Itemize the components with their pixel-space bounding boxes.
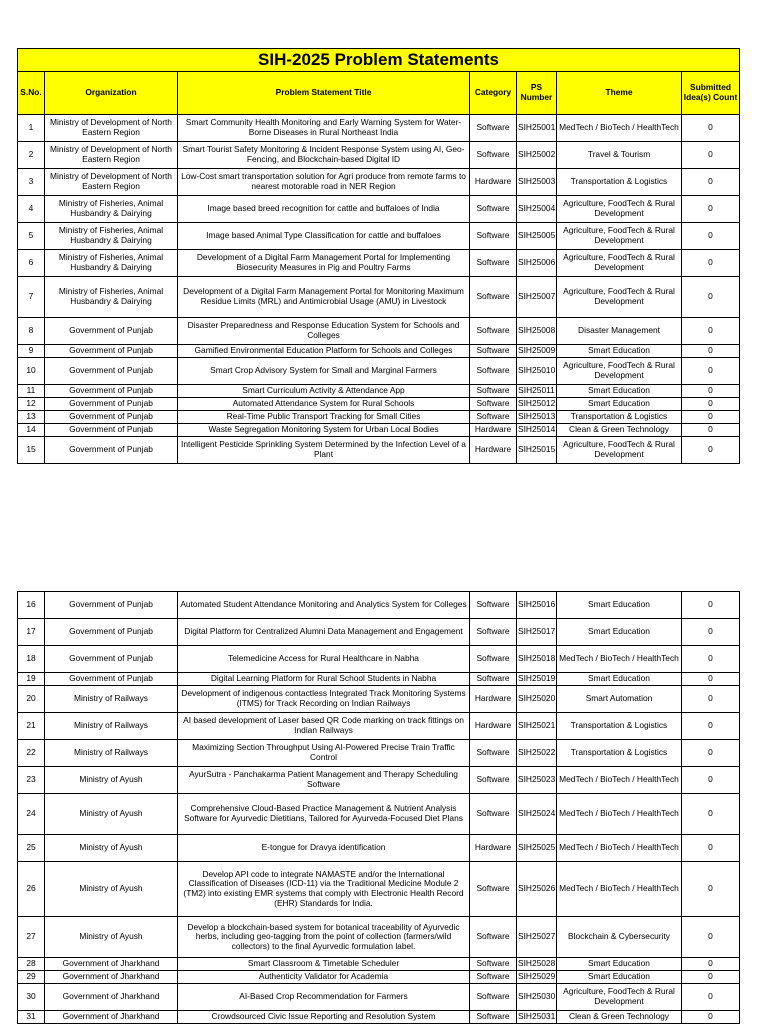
row-count: 0 <box>682 971 740 984</box>
row-sno: 12 <box>18 398 45 411</box>
row-title: Intelligent Pesticide Sprinkling System Determined by the Infection Level of a Plant <box>178 437 470 464</box>
row-title: Smart Classroom & Timetable Scheduler <box>178 958 470 971</box>
row-theme: MedTech / BioTech / HealthTech <box>557 115 682 142</box>
row-ps-number: SIH25021 <box>517 713 557 740</box>
row-title: Smart Community Health Monitoring and Early Warning System for Water-Borne Diseases in Rural Northeast India <box>178 115 470 142</box>
row-category: Software <box>470 740 517 767</box>
row-organization: Government of Punjab <box>45 318 178 345</box>
table-row <box>18 862 740 917</box>
row-ps-number: SIH25016 <box>517 592 557 619</box>
row-title: Comprehensive Cloud-Based Practice Management & Nutrient Analysis Software for Ayurvedic Dietitians, Tailored for Ayurveda-Focused Diet Plans <box>178 794 470 835</box>
header-title: Problem Statement Title <box>178 72 470 115</box>
row-theme: Smart Education <box>557 971 682 984</box>
row-title: Disaster Preparedness and Response Education System for Schools and Colleges <box>178 318 470 345</box>
row-ps-number: SIH25024 <box>517 794 557 835</box>
row-sno: 8 <box>18 318 45 345</box>
header-ps-number: PS Number <box>517 72 557 115</box>
row-organization: Government of Jharkhand <box>45 971 178 984</box>
row-sno: 28 <box>18 958 45 971</box>
row-title: Image based Animal Type Classification for cattle and buffaloes <box>178 223 470 250</box>
row-ps-number: SIH25014 <box>517 424 557 437</box>
row-title: Crowdsourced Civic Issue Reporting and Resolution System <box>178 1011 470 1024</box>
row-category: Software <box>470 619 517 646</box>
row-sno: 20 <box>18 686 45 713</box>
row-title: AI-Based Crop Recommendation for Farmers <box>178 984 470 1011</box>
row-theme: Smart Education <box>557 398 682 411</box>
row-theme: Clean & Green Technology <box>557 424 682 437</box>
row-category: Hardware <box>470 424 517 437</box>
row-theme: Agriculture, FoodTech & Rural Development <box>557 984 682 1011</box>
row-theme: Transportation & Logistics <box>557 713 682 740</box>
table-row <box>18 398 740 411</box>
row-category: Software <box>470 767 517 794</box>
row-count: 0 <box>682 686 740 713</box>
row-sno: 10 <box>18 358 45 385</box>
table-row <box>18 958 740 971</box>
row-category: Software <box>470 794 517 835</box>
row-count: 0 <box>682 411 740 424</box>
row-title: E-tongue for Dravya identification <box>178 835 470 862</box>
row-organization: Government of Punjab <box>45 619 178 646</box>
row-organization: Government of Punjab <box>45 437 178 464</box>
row-organization: Ministry of Fisheries, Animal Husbandry & Dairying <box>45 223 178 250</box>
row-sno: 17 <box>18 619 45 646</box>
table-row <box>18 385 740 398</box>
row-title: Automated Student Attendance Monitoring and Analytics System for Colleges <box>178 592 470 619</box>
row-sno: 26 <box>18 862 45 917</box>
row-theme: MedTech / BioTech / HealthTech <box>557 646 682 673</box>
row-title: Waste Segregation Monitoring System for Urban Local Bodies <box>178 424 470 437</box>
row-organization: Government of Punjab <box>45 673 178 686</box>
row-ps-number: SIH25008 <box>517 318 557 345</box>
row-ps-number: SIH25015 <box>517 437 557 464</box>
row-theme: MedTech / BioTech / HealthTech <box>557 835 682 862</box>
row-title: AI based development of Laser based QR Code marking on track fittings on Indian Railways <box>178 713 470 740</box>
row-count: 0 <box>682 958 740 971</box>
row-category: Software <box>470 411 517 424</box>
row-sno: 18 <box>18 646 45 673</box>
row-title: Authenticity Validator for Academia <box>178 971 470 984</box>
row-ps-number: SIH25022 <box>517 740 557 767</box>
row-theme: Travel & Tourism <box>557 142 682 169</box>
row-category: Software <box>470 358 517 385</box>
row-category: Hardware <box>470 713 517 740</box>
row-category: Software <box>470 142 517 169</box>
row-ps-number: SIH25030 <box>517 984 557 1011</box>
table-row <box>18 917 740 958</box>
table-row <box>18 250 740 277</box>
table-row <box>18 358 740 385</box>
row-ps-number: SIH25020 <box>517 686 557 713</box>
problem-table-part1 <box>17 48 740 464</box>
header-theme: Theme <box>557 72 682 115</box>
row-count: 0 <box>682 277 740 318</box>
row-organization: Government of Punjab <box>45 358 178 385</box>
table-row <box>18 437 740 464</box>
row-organization: Ministry of Railways <box>45 740 178 767</box>
row-ps-number: SIH25007 <box>517 277 557 318</box>
row-count: 0 <box>682 713 740 740</box>
row-theme: MedTech / BioTech / HealthTech <box>557 767 682 794</box>
row-organization: Government of Jharkhand <box>45 984 178 1011</box>
header-count: Submitted Idea(s) Count <box>682 72 740 115</box>
row-category: Software <box>470 984 517 1011</box>
table-row <box>18 115 740 142</box>
table-row <box>18 794 740 835</box>
table-row <box>18 713 740 740</box>
row-sno: 29 <box>18 971 45 984</box>
row-count: 0 <box>682 619 740 646</box>
row-sno: 14 <box>18 424 45 437</box>
row-organization: Ministry of Development of North Eastern Region <box>45 169 178 196</box>
row-category: Software <box>470 345 517 358</box>
row-sno: 27 <box>18 917 45 958</box>
row-sno: 3 <box>18 169 45 196</box>
row-title: Smart Curriculum Activity & Attendance App <box>178 385 470 398</box>
row-sno: 21 <box>18 713 45 740</box>
row-count: 0 <box>682 984 740 1011</box>
row-category: Software <box>470 385 517 398</box>
row-ps-number: SIH25027 <box>517 917 557 958</box>
row-ps-number: SIH25031 <box>517 1011 557 1024</box>
row-title: Development of a Digital Farm Management Portal for Monitoring Maximum Residue Limits (MRL) and Antimicrobial Usage (AMU) in Livestock <box>178 277 470 318</box>
row-organization: Government of Punjab <box>45 592 178 619</box>
header-sno: S.No. <box>18 72 45 115</box>
table-row <box>18 424 740 437</box>
row-title: AyurSutra - Panchakarma Patient Management and Therapy Scheduling Software <box>178 767 470 794</box>
row-title: Smart Tourist Safety Monitoring & Incident Response System using AI, Geo-Fencing, and Blockchain-based Digital ID <box>178 142 470 169</box>
row-sno: 4 <box>18 196 45 223</box>
row-theme: Transportation & Logistics <box>557 740 682 767</box>
table-row <box>18 411 740 424</box>
row-theme: Transportation & Logistics <box>557 411 682 424</box>
row-title: Digital Platform for Centralized Alumni Data Management and Engagement <box>178 619 470 646</box>
row-category: Software <box>470 862 517 917</box>
row-category: Software <box>470 1011 517 1024</box>
row-title: Low-Cost smart transportation solution for Agri produce from remote farms to nearest motorable road in NER Region <box>178 169 470 196</box>
row-count: 0 <box>682 196 740 223</box>
row-ps-number: SIH25029 <box>517 971 557 984</box>
row-organization: Ministry of Ayush <box>45 794 178 835</box>
row-category: Software <box>470 673 517 686</box>
row-count: 0 <box>682 345 740 358</box>
row-count: 0 <box>682 358 740 385</box>
row-ps-number: SIH25012 <box>517 398 557 411</box>
row-theme: Clean & Green Technology <box>557 1011 682 1024</box>
row-organization: Ministry of Railways <box>45 686 178 713</box>
row-category: Software <box>470 917 517 958</box>
row-category: Software <box>470 646 517 673</box>
header-category: Category <box>470 72 517 115</box>
table-row <box>18 767 740 794</box>
table-row <box>18 673 740 686</box>
row-organization: Government of Punjab <box>45 385 178 398</box>
row-ps-number: SIH25026 <box>517 862 557 917</box>
table-row <box>18 971 740 984</box>
row-ps-number: SIH25017 <box>517 619 557 646</box>
row-count: 0 <box>682 115 740 142</box>
row-sno: 2 <box>18 142 45 169</box>
row-title: Maximizing Section Throughput Using AI-Powered Precise Train Traffic Control <box>178 740 470 767</box>
row-category: Software <box>470 398 517 411</box>
row-category: Hardware <box>470 686 517 713</box>
row-count: 0 <box>682 424 740 437</box>
row-category: Software <box>470 196 517 223</box>
table-row <box>18 142 740 169</box>
row-theme: Smart Education <box>557 345 682 358</box>
row-sno: 5 <box>18 223 45 250</box>
row-count: 0 <box>682 740 740 767</box>
row-ps-number: SIH25009 <box>517 345 557 358</box>
table-row <box>18 169 740 196</box>
row-count: 0 <box>682 250 740 277</box>
row-title: Digital Learning Platform for Rural School Students in Nabha <box>178 673 470 686</box>
table-row <box>18 345 740 358</box>
row-count: 0 <box>682 835 740 862</box>
row-theme: Agriculture, FoodTech & Rural Development <box>557 277 682 318</box>
row-title: Development of a Digital Farm Management Portal for Implementing Biosecurity Measures in Pig and Poultry Farms <box>178 250 470 277</box>
row-category: Software <box>470 223 517 250</box>
table-row <box>18 592 740 619</box>
row-theme: Agriculture, FoodTech & Rural Development <box>557 358 682 385</box>
row-theme: Smart Education <box>557 958 682 971</box>
row-theme: Agriculture, FoodTech & Rural Development <box>557 250 682 277</box>
row-ps-number: SIH25018 <box>517 646 557 673</box>
row-count: 0 <box>682 223 740 250</box>
row-title: Image based breed recognition for cattle and buffaloes of India <box>178 196 470 223</box>
row-title: Automated Attendance System for Rural Schools <box>178 398 470 411</box>
table-row <box>18 318 740 345</box>
table-row <box>18 619 740 646</box>
row-count: 0 <box>682 673 740 686</box>
row-count: 0 <box>682 917 740 958</box>
row-ps-number: SIH25003 <box>517 169 557 196</box>
row-count: 0 <box>682 794 740 835</box>
table-row <box>18 686 740 713</box>
row-ps-number: SIH25019 <box>517 673 557 686</box>
row-ps-number: SIH25013 <box>517 411 557 424</box>
row-count: 0 <box>682 385 740 398</box>
row-title: Smart Crop Advisory System for Small and Marginal Farmers <box>178 358 470 385</box>
header-organization: Organization <box>45 72 178 115</box>
row-title: Gamified Environmental Education Platform for Schools and Colleges <box>178 345 470 358</box>
row-organization: Government of Punjab <box>45 411 178 424</box>
row-sno: 31 <box>18 1011 45 1024</box>
row-organization: Government of Jharkhand <box>45 958 178 971</box>
row-sno: 19 <box>18 673 45 686</box>
row-count: 0 <box>682 592 740 619</box>
row-sno: 25 <box>18 835 45 862</box>
row-category: Hardware <box>470 169 517 196</box>
row-organization: Ministry of Fisheries, Animal Husbandry & Dairying <box>45 277 178 318</box>
row-theme: Blockchain & Cybersecurity <box>557 917 682 958</box>
row-ps-number: SIH25006 <box>517 250 557 277</box>
row-sno: 16 <box>18 592 45 619</box>
row-count: 0 <box>682 767 740 794</box>
table-row <box>18 740 740 767</box>
row-organization: Ministry of Fisheries, Animal Husbandry & Dairying <box>45 250 178 277</box>
row-category: Software <box>470 277 517 318</box>
row-organization: Ministry of Ayush <box>45 862 178 917</box>
row-count: 0 <box>682 142 740 169</box>
row-sno: 1 <box>18 115 45 142</box>
row-count: 0 <box>682 862 740 917</box>
table-row <box>18 277 740 318</box>
row-category: Software <box>470 250 517 277</box>
row-title: Develop API code to integrate NAMASTE and/or the International Classification of Diseases (ICD-11) via the Traditional Medicine Module 2 (TM2) into existing EMR systems that comply with Electronic Health Record (EHR) Standards for India. <box>178 862 470 917</box>
row-category: Software <box>470 958 517 971</box>
row-ps-number: SIH25010 <box>517 358 557 385</box>
row-ps-number: SIH25011 <box>517 385 557 398</box>
row-organization: Government of Jharkhand <box>45 1011 178 1024</box>
row-sno: 7 <box>18 277 45 318</box>
table-row <box>18 835 740 862</box>
row-count: 0 <box>682 169 740 196</box>
row-ps-number: SIH25002 <box>517 142 557 169</box>
row-ps-number: SIH25001 <box>517 115 557 142</box>
row-theme: Disaster Management <box>557 318 682 345</box>
row-ps-number: SIH25023 <box>517 767 557 794</box>
row-organization: Ministry of Development of North Eastern Region <box>45 115 178 142</box>
row-sno: 30 <box>18 984 45 1011</box>
row-sno: 6 <box>18 250 45 277</box>
row-count: 0 <box>682 646 740 673</box>
row-category: Hardware <box>470 835 517 862</box>
row-count: 0 <box>682 318 740 345</box>
row-theme: Smart Education <box>557 673 682 686</box>
row-organization: Ministry of Development of North Eastern Region <box>45 142 178 169</box>
table-row <box>18 223 740 250</box>
row-sno: 23 <box>18 767 45 794</box>
row-organization: Ministry of Ayush <box>45 767 178 794</box>
row-ps-number: SIH25005 <box>517 223 557 250</box>
row-ps-number: SIH25025 <box>517 835 557 862</box>
row-category: Hardware <box>470 437 517 464</box>
row-sno: 9 <box>18 345 45 358</box>
row-organization: Government of Punjab <box>45 398 178 411</box>
row-ps-number: SIH25004 <box>517 196 557 223</box>
row-organization: Government of Punjab <box>45 646 178 673</box>
row-theme: Smart Education <box>557 385 682 398</box>
row-sno: 15 <box>18 437 45 464</box>
row-category: Software <box>470 592 517 619</box>
row-title: Telemedicine Access for Rural Healthcare in Nabha <box>178 646 470 673</box>
row-organization: Government of Punjab <box>45 424 178 437</box>
sheet-title: SIH-2025 Problem Statements <box>18 49 740 72</box>
row-theme: MedTech / BioTech / HealthTech <box>557 862 682 917</box>
table-row <box>18 196 740 223</box>
row-ps-number: SIH25028 <box>517 958 557 971</box>
row-sno: 11 <box>18 385 45 398</box>
row-organization: Ministry of Ayush <box>45 835 178 862</box>
row-theme: Agriculture, FoodTech & Rural Development <box>557 437 682 464</box>
row-theme: Smart Education <box>557 619 682 646</box>
row-sno: 22 <box>18 740 45 767</box>
row-count: 0 <box>682 1011 740 1024</box>
row-count: 0 <box>682 398 740 411</box>
row-category: Software <box>470 318 517 345</box>
row-theme: Agriculture, FoodTech & Rural Development <box>557 223 682 250</box>
row-theme: Agriculture, FoodTech & Rural Development <box>557 196 682 223</box>
row-title: Real-Time Public Transport Tracking for Small Cities <box>178 411 470 424</box>
row-organization: Ministry of Railways <box>45 713 178 740</box>
row-theme: Transportation & Logistics <box>557 169 682 196</box>
row-title: Development of indigenous contactless Integrated Track Monitoring Systems (ITMS) for Track Recording on Indian Railways <box>178 686 470 713</box>
row-theme: MedTech / BioTech / HealthTech <box>557 794 682 835</box>
row-count: 0 <box>682 437 740 464</box>
table-row <box>18 984 740 1011</box>
row-title: Develop a blockchain-based system for botanical traceability of Ayurvedic herbs, including geo-tagging from the point of collection (farmers/wild collectors) to the final Ayurvedic formulation label. <box>178 917 470 958</box>
problem-table-part2 <box>17 591 740 1024</box>
row-theme: Smart Education <box>557 592 682 619</box>
row-organization: Ministry of Fisheries, Animal Husbandry & Dairying <box>45 196 178 223</box>
row-organization: Government of Punjab <box>45 345 178 358</box>
table-row <box>18 1011 740 1024</box>
row-organization: Ministry of Ayush <box>45 917 178 958</box>
row-sno: 24 <box>18 794 45 835</box>
row-sno: 13 <box>18 411 45 424</box>
row-theme: Smart Automation <box>557 686 682 713</box>
table-row <box>18 646 740 673</box>
row-category: Software <box>470 971 517 984</box>
row-category: Software <box>470 115 517 142</box>
